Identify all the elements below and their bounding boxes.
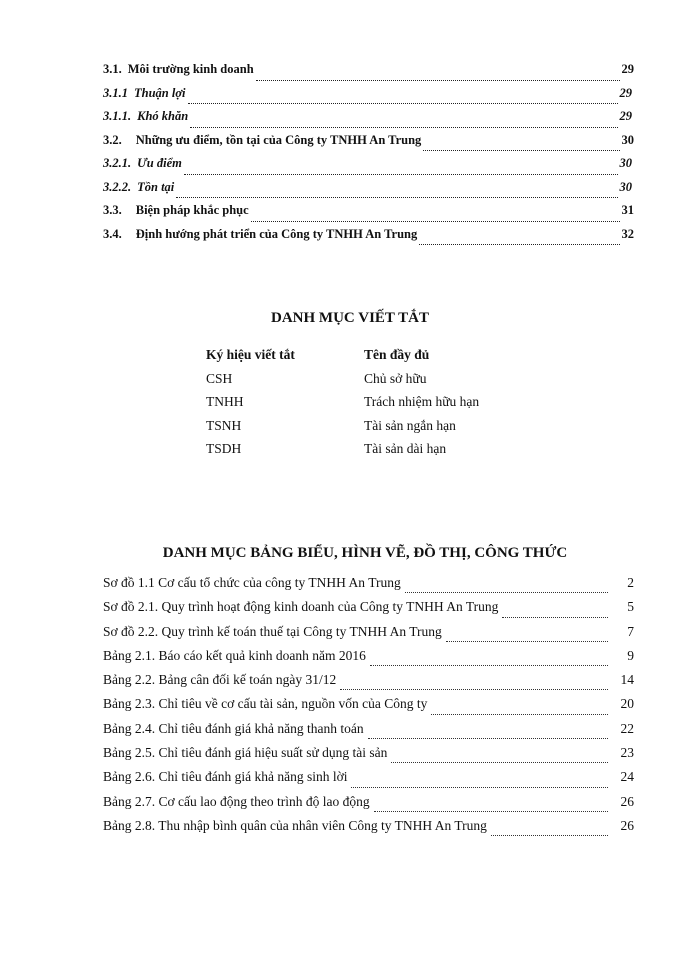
figure-label: Sơ đồ 1.1 Cơ cấu tổ chức của công ty TNHH An Trung	[103, 575, 401, 590]
abbr-row	[206, 371, 479, 395]
figure-label: Bảng 2.7. Cơ cấu lao động theo trình độ lao động	[103, 793, 370, 809]
figures-list	[103, 575, 634, 842]
figure-entry[interactable]	[103, 575, 634, 599]
toc-leader	[184, 174, 618, 175]
toc-number: 3.4.	[103, 226, 122, 241]
abbr-symbol: TSDH	[206, 441, 242, 456]
toc-page: 30	[621, 132, 634, 147]
toc-number: 3.1.1.	[103, 109, 132, 123]
figures-list-title: DANH MỤC BẢNG BIỂU, HÌNH VẼ, ĐỒ THỊ, CÔNG THỨC	[162, 545, 568, 561]
toc-label: Tồn tại	[137, 179, 175, 194]
table-of-contents	[103, 62, 634, 250]
toc-number: 3.1.1	[103, 85, 128, 100]
figure-label: Bảng 2.2. Bảng cân đối kế toán ngày 31/12	[103, 672, 337, 688]
figure-entry[interactable]	[103, 696, 634, 720]
figure-entry[interactable]	[103, 599, 634, 623]
toc-leader	[423, 150, 619, 151]
toc-entry[interactable]	[103, 62, 634, 86]
figure-label: Bảng 2.8. Thu nhập bình quân của nhân viên Công ty TNHH An Trung	[103, 817, 487, 833]
toc-page: 29	[619, 85, 632, 100]
figure-page: 26	[620, 793, 634, 809]
toc-page: 31	[621, 203, 634, 217]
figure-leader	[370, 665, 608, 666]
figure-label: Bảng 2.1. Báo cáo kết quả kinh doanh năm 2016	[103, 647, 366, 663]
abbr-row	[206, 441, 479, 465]
toc-label: Biện pháp khắc phục	[135, 203, 249, 217]
abbr-full: Chủ sở hữu	[364, 370, 427, 386]
figure-page: 5	[627, 599, 634, 615]
abbr-symbol: TNHH	[206, 394, 244, 409]
figure-entry[interactable]	[103, 624, 634, 648]
figure-entry[interactable]	[103, 648, 634, 672]
figure-label: Bảng 2.4. Chỉ tiêu đánh giá khả năng thanh toán	[103, 720, 364, 736]
toc-leader	[190, 127, 617, 128]
figure-page: 2	[627, 575, 634, 590]
figure-page: 22	[620, 720, 634, 736]
figure-leader	[368, 738, 608, 739]
figure-page: 23	[620, 745, 634, 761]
toc-entry[interactable]	[103, 203, 634, 227]
toc-label: Định hướng phát triển của Công ty TNHH An Trung	[135, 226, 418, 241]
figure-leader	[391, 762, 608, 763]
toc-entry[interactable]	[103, 156, 634, 180]
toc-leader	[176, 197, 617, 198]
figure-entry[interactable]	[103, 721, 634, 745]
toc-label: Ưu điểm	[137, 156, 182, 170]
toc-number: 3.2.	[103, 132, 122, 147]
toc-page: 32	[621, 226, 634, 241]
toc-number: 3.2.1.	[103, 156, 132, 170]
figure-page: 24	[620, 769, 634, 785]
abbr-full-header: Tên đầy đủ	[364, 347, 430, 362]
figure-leader	[374, 811, 608, 812]
toc-number: 3.3.	[103, 203, 122, 217]
toc-label: Khó khăn	[137, 109, 189, 123]
figure-page: 7	[627, 623, 634, 639]
figure-leader	[431, 714, 608, 715]
toc-number: 3.2.2.	[103, 179, 132, 194]
figure-page: 14	[620, 672, 634, 688]
figure-label: Bảng 2.5. Chỉ tiêu đánh giá hiệu suất sử dụng tài sản	[103, 745, 388, 761]
toc-label: Những ưu điểm, tồn tại của Công ty TNHH An Trung	[135, 132, 422, 147]
toc-leader	[256, 80, 620, 81]
figure-leader	[340, 689, 608, 690]
abbr-full: Tài sản ngắn hạn	[364, 417, 456, 433]
toc-entry[interactable]	[103, 227, 634, 251]
toc-entry[interactable]	[103, 109, 634, 133]
toc-entry[interactable]	[103, 180, 634, 204]
figure-entry[interactable]	[103, 745, 634, 769]
figure-page: 9	[627, 647, 634, 663]
toc-leader	[251, 221, 620, 222]
toc-leader	[188, 103, 618, 104]
figure-entry[interactable]	[103, 818, 634, 842]
abbreviations-header	[206, 347, 479, 371]
figure-label: Sơ đồ 2.2. Quy trình kế toán thuế tại Công ty TNHH An Trung	[103, 623, 442, 639]
abbr-full: Tài sản dài hạn	[364, 441, 447, 456]
toc-entry[interactable]	[103, 133, 634, 157]
toc-leader	[419, 244, 619, 245]
figure-page: 26	[620, 817, 634, 833]
toc-entry[interactable]	[103, 86, 634, 110]
figure-page: 20	[620, 696, 634, 712]
figure-leader	[405, 592, 608, 593]
figure-entry[interactable]	[103, 672, 634, 696]
abbr-full: Trách nhiệm hữu hạn	[364, 394, 480, 409]
abbr-row	[206, 418, 479, 442]
figure-leader	[351, 787, 608, 788]
abbreviations-title: DANH MỤC VIẾT TẮT	[271, 310, 429, 326]
toc-page: 30	[619, 156, 632, 170]
figure-label: Sơ đồ 2.1. Quy trình hoạt động kinh doanh của Công ty TNHH An Trung	[103, 599, 499, 615]
abbr-symbol: TSNH	[206, 417, 242, 433]
figure-leader	[446, 641, 608, 642]
abbr-symbol-header: Ký hiệu viết tắt	[206, 347, 295, 362]
figure-label: Bảng 2.3. Chỉ tiêu về cơ cấu tài sản, nguồn vốn của Công ty	[103, 696, 428, 712]
figure-leader	[491, 835, 608, 836]
toc-page: 30	[619, 179, 632, 194]
figure-entry[interactable]	[103, 794, 634, 818]
abbr-symbol: CSH	[206, 370, 233, 386]
toc-number: 3.1.	[103, 62, 122, 76]
toc-page: 29	[621, 62, 634, 76]
toc-label: Môi trường kinh doanh	[127, 62, 254, 76]
abbr-row	[206, 394, 479, 418]
figure-label: Bảng 2.6. Chỉ tiêu đánh giá khả năng sinh lời	[103, 769, 348, 785]
toc-label: Thuận lợi	[134, 85, 186, 100]
figure-entry[interactable]	[103, 769, 634, 793]
toc-page: 29	[619, 109, 632, 123]
abbreviations-table	[206, 347, 479, 465]
figure-leader	[502, 617, 608, 618]
